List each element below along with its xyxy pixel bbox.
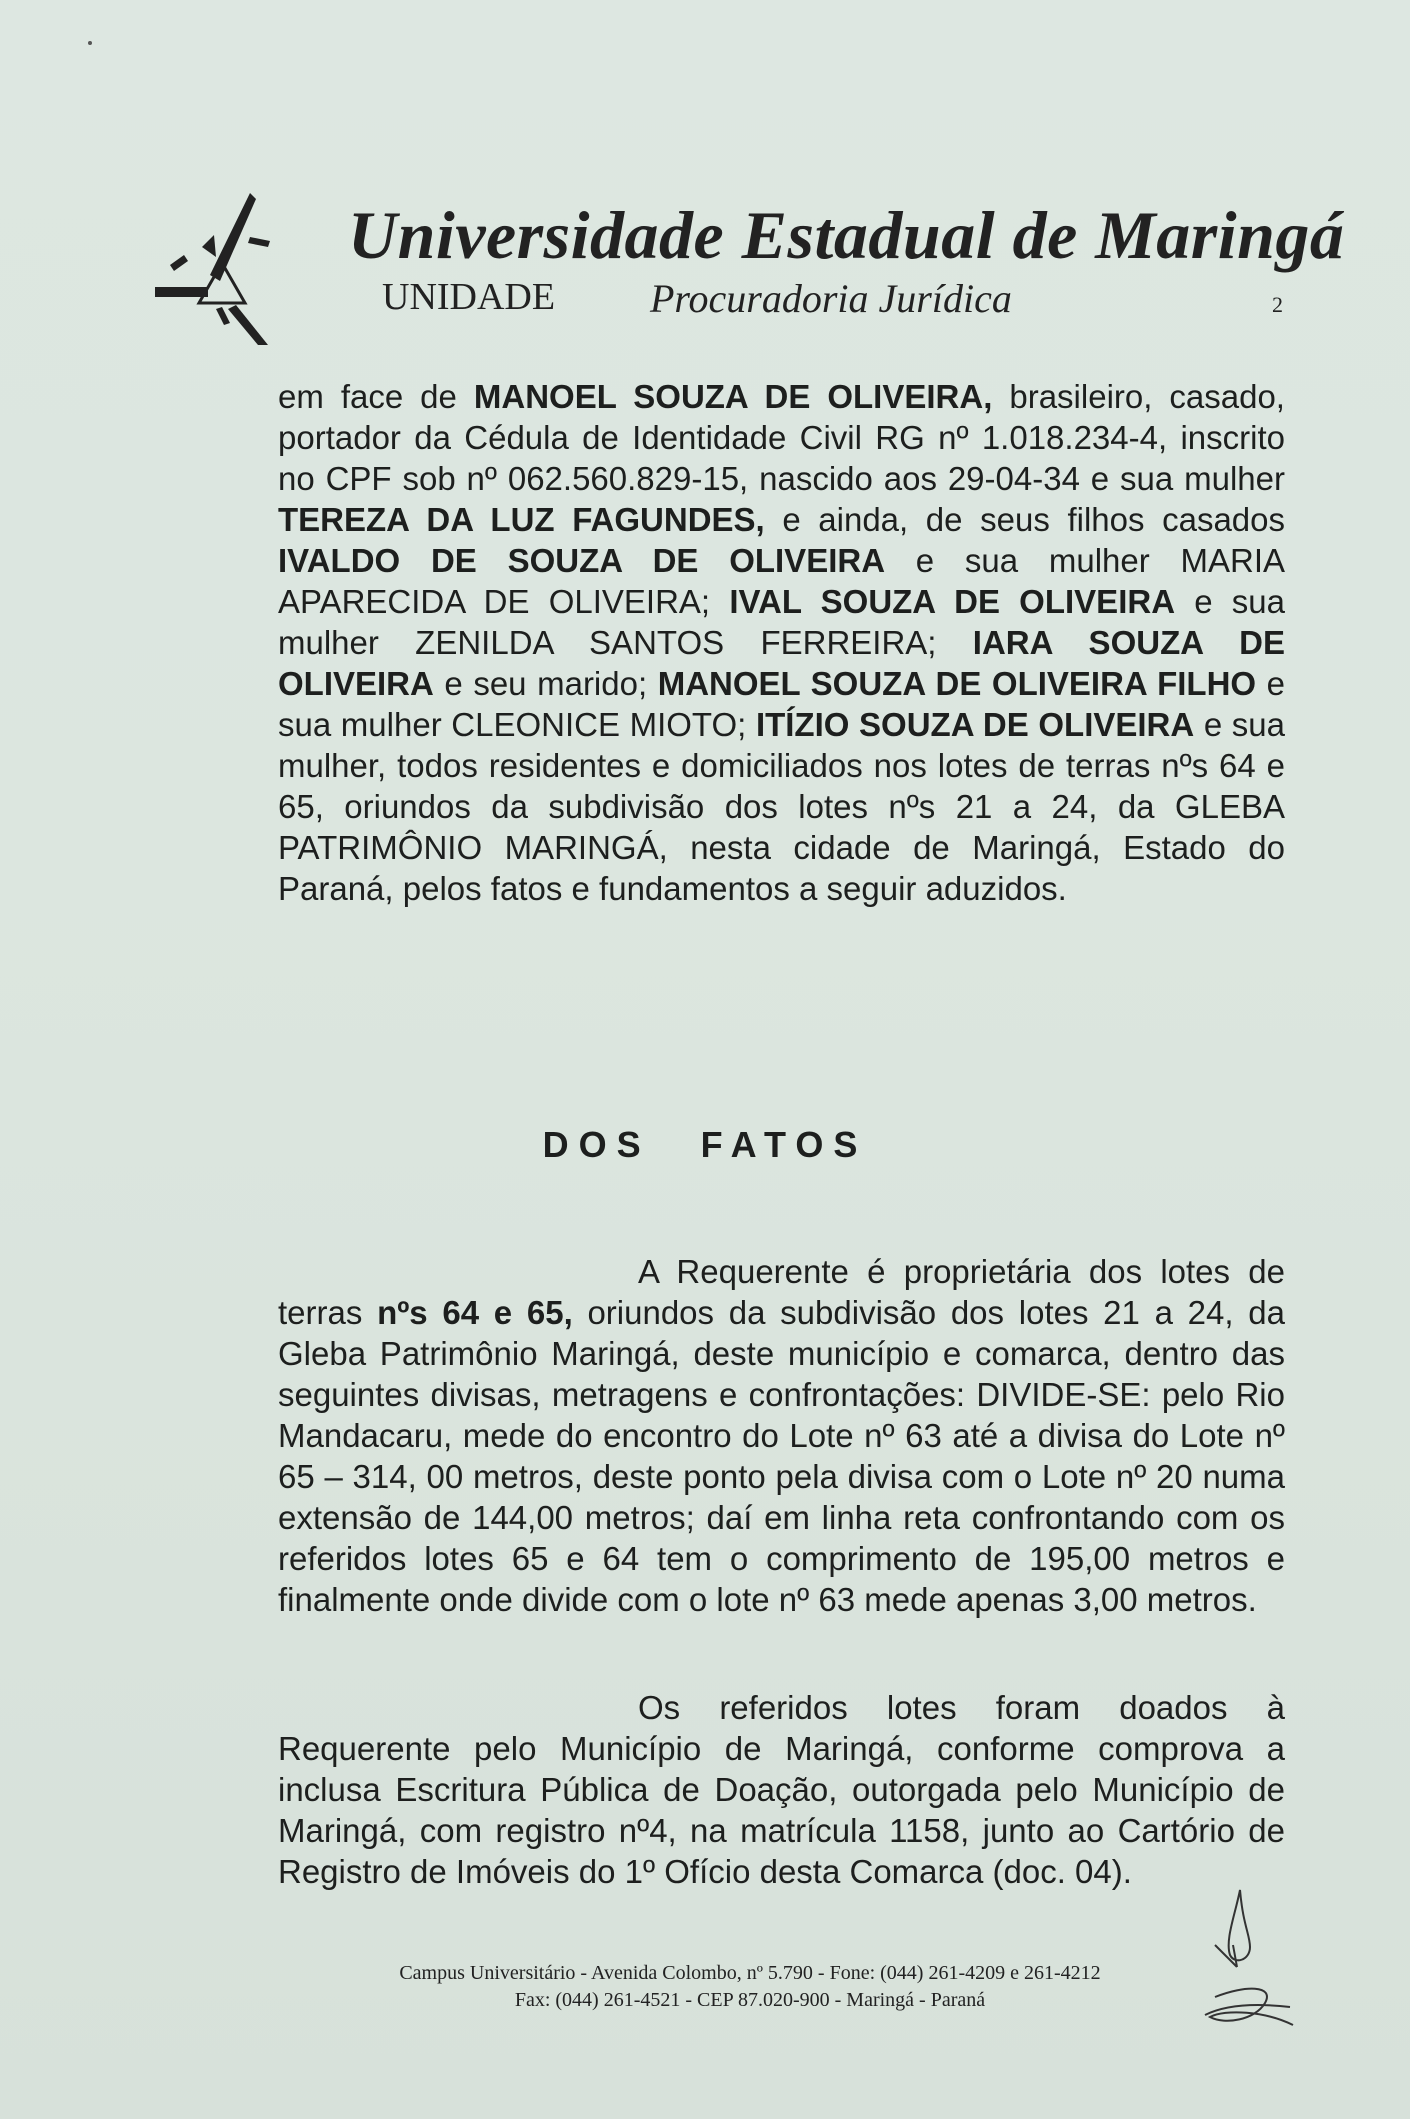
handwritten-initials-icon xyxy=(1195,1885,1305,2035)
bold-text: ITÍZIO SOUZA DE OLIVEIRA xyxy=(755,706,1195,743)
paragraph-parties xyxy=(278,376,1285,909)
text-run: e sua mulher, todos residentes e domiciliados nos lotes de terras nºs 64 e 65, oriundos da subdivisão dos lotes nºs 21 a 24, da GLEBA PATRIMÔNIO MARINGÁ, nesta cidade de Maringá, Estado do Paraná, pelos fatos e fundamentos a seguir aduzidos. xyxy=(278,706,1285,907)
institution-name: Universidade Estadual de Maringá xyxy=(348,197,1345,273)
bold-text: IVAL SOUZA DE OLIVEIRA xyxy=(729,583,1176,620)
page-number: 2 xyxy=(1272,292,1283,317)
paragraph-facts-donation xyxy=(278,1687,1285,1892)
text-run: em face de xyxy=(278,378,474,415)
text-run: e sua mulher ZENILDA SANTOS FERREIRA; xyxy=(278,583,1286,661)
bold-text: nºs 64 e 65, xyxy=(377,1294,573,1331)
bold-text: TEREZA DA LUZ FAGUNDES, xyxy=(278,501,765,538)
footer-contact: Fax: (044) 261-4521 - CEP 87.020-900 - Maringá - Paraná xyxy=(514,1989,986,2011)
speck-mark xyxy=(85,38,95,48)
uem-logo-icon xyxy=(150,185,300,345)
text-run: oriundos da subdivisão dos lotes 21 a 24, da Gleba Patrimônio Maringá, deste município e comarca, dentro das seguintes divisas, metragens e confrontações: DIVIDE-SE: pelo Rio Mandacaru, mede do encontro do Lote nº 63 até a divisa do Lote nº 65 – 314, 00 metros, deste ponto pela divisa com o Lote nº 20 numa extensão de 144,00 metros; daí em linha reta confrontando com os referidos lotes 65 e 64 tem o comprimento de 195,00 metros e finalmente onde divide com o lote nº 63 mede apenas 3,00 metros. xyxy=(278,1294,1285,1618)
section-title: DOS FATOS xyxy=(542,1124,868,1165)
text-run: e sua mulher MARIA APARECIDA DE OLIVEIRA; xyxy=(278,542,1285,620)
text-run: A Requerente é proprietária dos lotes de terras xyxy=(278,1253,1285,1331)
unit-name: Procuradoria Jurídica xyxy=(650,276,1012,321)
bold-text: MANOEL SOUZA DE OLIVEIRA FILHO xyxy=(657,665,1257,702)
unit-label: UNIDADE xyxy=(382,276,556,318)
bold-text: MANOEL SOUZA DE OLIVEIRA, xyxy=(473,378,993,415)
bold-text: IARA SOUZA DE OLIVEIRA xyxy=(278,624,1285,702)
footer-address: Campus Universitário - Avenida Colombo, nº 5.790 - Fone: (044) 261-4209 e 261-4212 xyxy=(399,1962,1101,1984)
text-run: e sua mulher CLEONICE MIOTO; xyxy=(278,665,1285,743)
paragraph-facts-lots xyxy=(278,1251,1285,1620)
text-run: brasileiro, casado, portador da Cédula de Identidade Civil RG nº 1.018.234-4, inscrito no CPF sob nº 062.560.829-15, nascido aos 29-04-34 e sua mulher xyxy=(278,378,1285,497)
text-run: Os referidos lotes foram doados à Requerente pelo Município de Maringá, conforme comprova a inclusa Escritura Pública de Doação, outorgada pelo Município de Maringá, com registro nº4, na matrícula 1158, junto ao Cartório de Registro de Imóveis do 1º Ofício desta Comarca (doc. 04). xyxy=(278,1689,1285,1890)
text-run: e seu marido; xyxy=(433,665,658,702)
bold-text: IVALDO DE SOUZA DE OLIVEIRA xyxy=(278,542,886,579)
text-run: e ainda, de seus filhos casados xyxy=(764,501,1286,538)
